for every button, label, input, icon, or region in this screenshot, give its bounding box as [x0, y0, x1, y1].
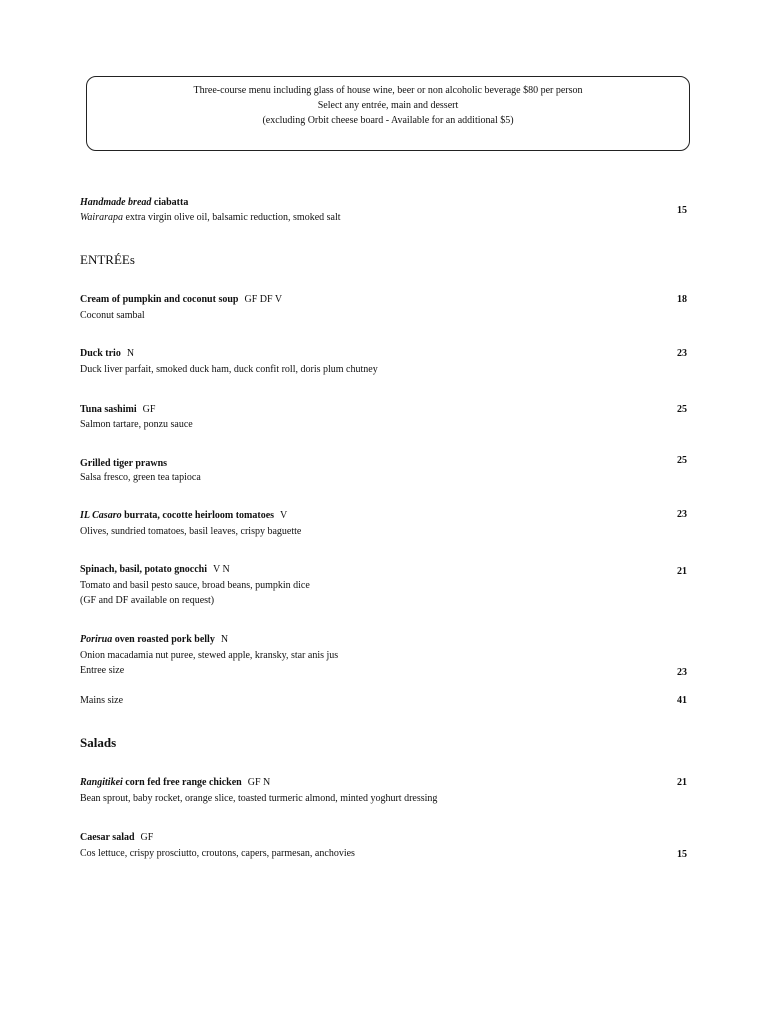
- menu-item-description: Salmon tartare, ponzu sauce: [80, 419, 193, 430]
- menu-item-price: 25: [677, 404, 687, 415]
- bread-name-italic: Handmade bread: [80, 197, 152, 208]
- size-option-entree: Entree size: [80, 665, 125, 676]
- notice-line-1: Three-course menu including glass of house wine, beer or non alcoholic beverage $80 per person: [193, 85, 583, 96]
- bread-desc-italic: Wairarapa: [80, 212, 123, 223]
- menu-item-description: Olives, sundried tomatoes, basil leaves, crispy baguette: [80, 526, 302, 537]
- section-heading-salads: Salads: [80, 735, 117, 750]
- dietary-tags: V N: [212, 564, 230, 575]
- menu-item-description: Salsa fresco, green tea tapioca: [80, 472, 201, 483]
- bread-desc-rest: extra virgin olive oil, balsamic reduction, smoked salt: [122, 212, 341, 223]
- menu-item-name: Tuna sashimi GF: [80, 404, 156, 415]
- bread-description: [80, 212, 341, 223]
- menu-item-description: Onion macadamia nut puree, stewed apple, kransky, star anis jus: [80, 650, 339, 661]
- notice-line-2: Select any entrée, main and dessert: [317, 100, 459, 111]
- menu-item-price: 25: [677, 455, 687, 466]
- bread-price: 15: [677, 205, 687, 216]
- dietary-tags: GF: [140, 832, 154, 843]
- menu-item-description: Tomato and basil pesto sauce, broad beans, pumpkin dice: [80, 580, 310, 591]
- dietary-tags: GF N: [247, 777, 271, 788]
- menu-item-note: (GF and DF available on request): [80, 595, 215, 606]
- dietary-tags: GF DF V: [244, 294, 283, 305]
- notice-line-3: (excluding Orbit cheese board - Available for an additional $5): [262, 115, 514, 126]
- size-option-mains: Mains size: [80, 695, 124, 706]
- set-menu-notice: [86, 76, 690, 151]
- menu-item-name: Grilled tiger prawns: [80, 458, 168, 469]
- menu-item-description: Duck liver parfait, smoked duck ham, duck confit roll, doris plum chutney: [80, 364, 378, 375]
- menu-item-name: Cream of pumpkin and coconut soup GF DF V: [80, 294, 283, 305]
- menu-item-description: Coconut sambal: [80, 310, 145, 321]
- menu-item-name: Rangitikei corn fed free range chicken GF N: [80, 777, 271, 788]
- dietary-tags: N: [220, 634, 229, 645]
- dietary-tags: GF: [142, 404, 156, 415]
- menu-item-name: IL Casaro burrata, cocotte heirloom tomatoes V: [80, 510, 288, 521]
- menu-item-name: Caesar salad GF: [80, 832, 154, 843]
- menu-item-price: 23: [677, 348, 687, 359]
- menu-item-description: Bean sprout, baby rocket, orange slice, toasted turmeric almond, minted yoghurt dressing: [80, 793, 438, 804]
- menu-item-price: 18: [677, 294, 687, 305]
- dietary-tags: V: [280, 510, 288, 521]
- menu-item-price: 15: [677, 849, 687, 860]
- menu-item-name: Duck trio N: [80, 348, 135, 359]
- menu-item-price: 23: [677, 509, 687, 520]
- size-option-entree-price: 23: [677, 667, 687, 678]
- bread-name: [80, 197, 188, 208]
- menu-item-name: Porirua oven roasted pork belly N: [80, 634, 229, 645]
- dietary-tags: N: [126, 348, 135, 359]
- section-heading-entrees: ENTRÉEs: [80, 252, 135, 267]
- bread-name-rest: ciabatta: [151, 197, 189, 208]
- menu-item-description: Cos lettuce, crispy prosciutto, croutons, capers, parmesan, anchovies: [80, 848, 355, 859]
- menu-item-name: Spinach, basil, potato gnocchi V N: [80, 564, 230, 575]
- menu-item-price: 21: [677, 777, 687, 788]
- menu-item-price: 21: [677, 566, 687, 577]
- size-option-mains-price: 41: [677, 695, 687, 706]
